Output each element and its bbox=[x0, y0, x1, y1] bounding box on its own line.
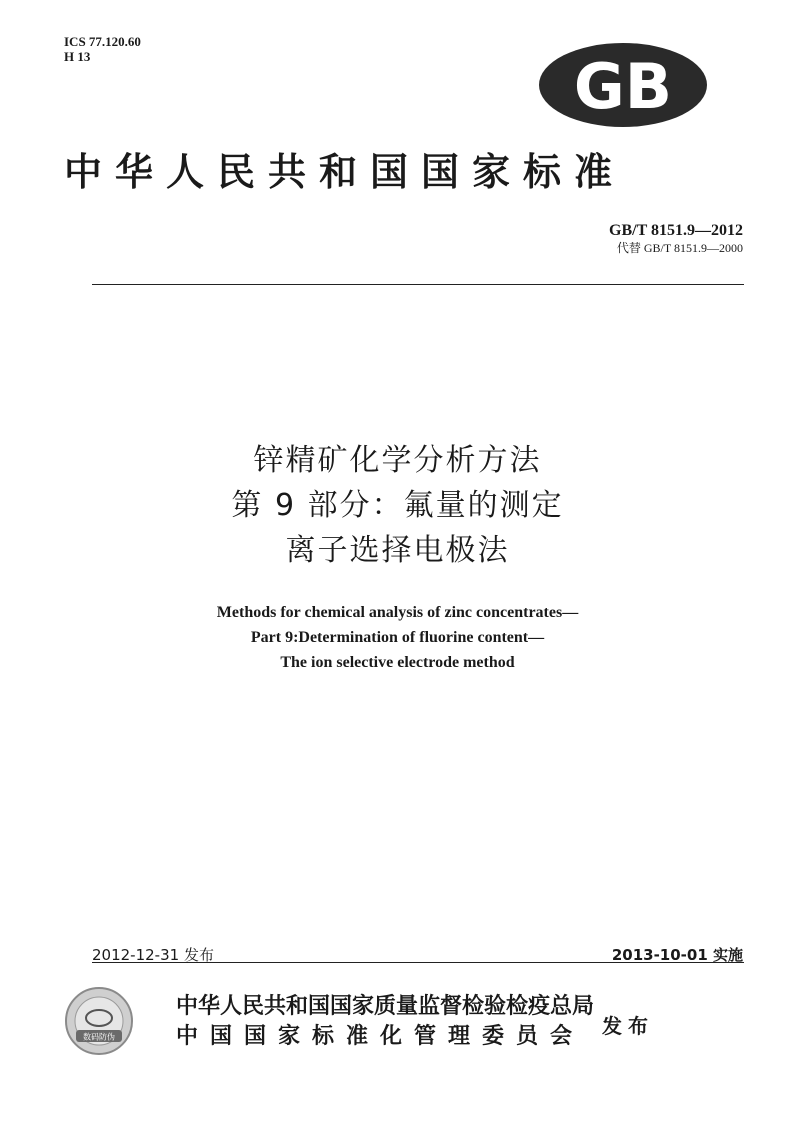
gb-logo bbox=[538, 42, 708, 128]
chinese-title-line-2: 第 9 部分：氟量的测定 bbox=[231, 488, 564, 523]
ics-code: ICS 77.120.60 bbox=[64, 34, 141, 49]
replaces-standard: 代替 GB/T 8151.9—2000 bbox=[616, 241, 743, 255]
publish-label: 发布 bbox=[602, 1014, 654, 1038]
english-title-block bbox=[0, 600, 795, 675]
implementation-date: 2013-10-01 实施 bbox=[611, 946, 743, 964]
bottom-divider bbox=[92, 962, 744, 963]
english-title-line-1: Methods for chemical analysis of zinc concentrates— bbox=[216, 604, 579, 621]
chinese-title-line-3: 离子选择电极法 bbox=[285, 533, 510, 568]
publisher-block bbox=[176, 992, 594, 1052]
english-title-line-3: The ion selective electrode method bbox=[280, 654, 515, 671]
seal-icon bbox=[64, 986, 134, 1056]
english-title-line-2: Part 9:Determination of fluorine content— bbox=[250, 629, 545, 646]
issue-date: 2012-12-31 发布 bbox=[92, 946, 214, 964]
chinese-title-line-1: 锌精矿化学分析方法 bbox=[253, 443, 542, 478]
class-code: H 13 bbox=[64, 49, 91, 64]
national-standard-title: 中华人民共和国国家标准 bbox=[64, 150, 626, 194]
publisher-aqsiq: 中华人民共和国国家质量监督检验检疫总局 bbox=[176, 994, 595, 1019]
seal-label: 数码防伪 bbox=[83, 1032, 115, 1042]
standard-number-block bbox=[609, 222, 743, 256]
gb-logo-text: GB bbox=[573, 50, 673, 123]
gb-logo-icon bbox=[538, 42, 708, 128]
classification-codes bbox=[64, 34, 141, 64]
anti-counterfeit-seal bbox=[64, 986, 134, 1056]
publisher-sac: 中国国家标准化管理委员会 bbox=[176, 1024, 585, 1049]
standard-number: GB/T 8151.9—2012 bbox=[609, 222, 743, 239]
chinese-title-block bbox=[0, 438, 795, 573]
top-divider bbox=[92, 284, 744, 285]
